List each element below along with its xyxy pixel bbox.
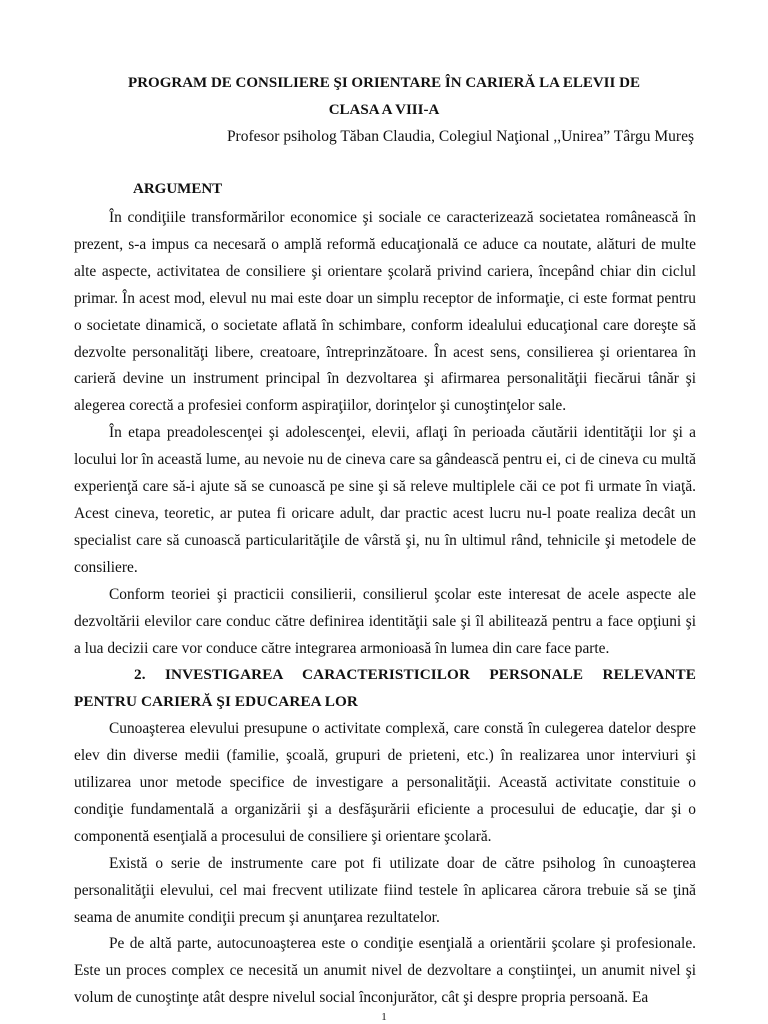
argument-heading: ARGUMENT [133, 181, 223, 197]
document-title-line-2: CLASA A VIII-A [328, 102, 440, 118]
paragraph: În etapa preadolescenţei şi adolescenţei, elevii, aflaţi în perioada căutării identităţii lor şi a locului lor în această lume, au nevoie nu de cineva care sa gândească pentru ei, ci de cineva cu multă experienţă care să-i ajute să se cunoască pe sine şi să releve multiplele căi ce pot fi urmate în viaţă. Acest cineva, teoretic, ar putea fi oricare adult, dar practic acest lucru nu-l poate realiza decât un specialist care să cunoască particularităţile de vârstă şi, nu în ultimul rând, tehnicile şi metodele de consiliere. [74, 424, 696, 576]
paragraph: Pe de altă parte, autocunoaşterea este o condiţie esenţială a orientării şcolare şi profesionale. Este un proces complex ce necesită un anumit nivel de dezvoltare a conştiinţei, un anumit nivel şi volum de cunoştinţe atât despre nivelul social înconjurător, cât şi despre propria persoană. Ea [74, 935, 696, 1007]
document-title-line-1: PROGRAM DE CONSILIERE ŞI ORIENTARE ÎN CARIERĂ LA ELEVII DE [128, 75, 640, 91]
page-number: 1 [381, 1011, 387, 1023]
paragraph: În condiţiile transformărilor economice şi sociale ce caracterizează societatea românească în prezent, s-a impus ca necesară o amplă reformă educaţională ce aduce ca noutate, alături de multe alte aspecte, activitatea de consiliere şi orientare şcolară privind cariera, începând chiar din ciclul primar. În acest mod, elevul nu mai este doar un simplu receptor de informaţie, ci este format pentru o societate dinamică, o societate aflată în schimbare, conform idealului educaţional care doreşte să dezvolte personalităţi libere, creatoare, întreprinzătoare. În acest sens, consilierea şi orientarea în carieră devine un instrument principal în dezvoltarea şi afirmarea personalităţii fiecărui tânăr şi alegerea corectă a profesiei conform aspiraţiilor, dorinţelor şi cunoştinţelor sale. [74, 209, 696, 415]
author-line: Profesor psiholog Tăban Claudia, Colegiul Naţional ,,Unirea” Târgu Mureş [226, 128, 694, 145]
section-heading: 2. INVESTIGAREA CARACTERISTICILOR PERSONALE RELEVANTE PENTRU CARIERĂ ŞI EDUCAREA LOR [74, 666, 696, 711]
document-body [74, 205, 696, 1012]
paragraph: Conform teoriei şi practicii consilierii, consilierul şcolar este interesat de acele aspecte ale dezvoltării elevilor care conduc către definirea identităţii sale şi îl abilitează pentru a face opţiuni şi a lua decizii care vor conduce către integrarea armonioasă în lumea din care face parte. [74, 585, 696, 657]
paragraph: Există o serie de instrumente care pot fi utilizate doar de către psiholog în cunoaşterea personalităţii elevului, cel mai frecvent utilizate fiind testele în aplicarea cărora trebuie să se ţină seama de anumite condiţii precum şi anunţarea rezultatelor. [74, 854, 696, 926]
paragraph: Cunoaşterea elevului presupune o activitate complexă, care constă în culegerea datelor despre elev din diverse medii (familie, şcoală, grupuri de prieteni, etc.) în realizarea unor interviuri şi utilizarea unor metode specifice de investigare a personalităţii. Această activitate constituie o condiţie fundamentală a organizării şi a desfăşurării eficiente a procesului de educaţie, dar şi o componentă esenţială a procesului de consiliere şi orientare şcolară. [74, 720, 696, 845]
